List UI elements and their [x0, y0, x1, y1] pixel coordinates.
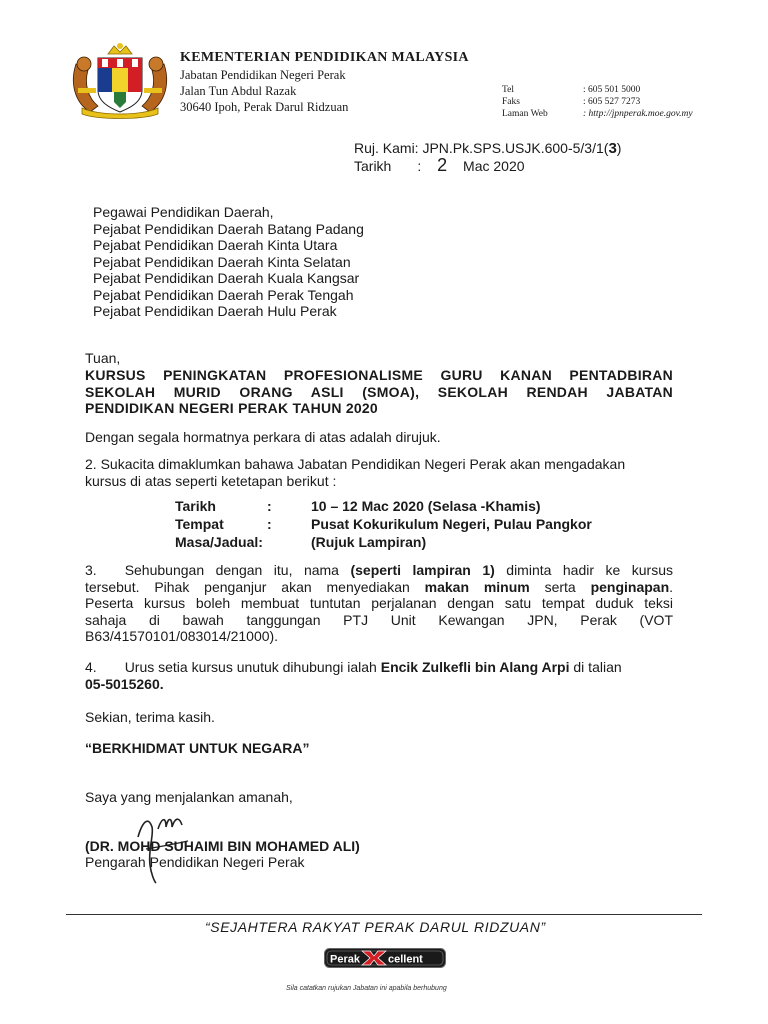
footer-divider [66, 914, 702, 915]
address-line-1: Jabatan Pendidikan Negeri Perak [180, 68, 346, 82]
reference-date: Tarikh : 2 Mac 2020 [354, 155, 525, 175]
amanah-line: Saya yang menjalankan amanah, [85, 789, 293, 805]
course-details [175, 497, 592, 551]
address-line-2: Jalan Tun Abdul Razak [180, 84, 297, 98]
svg-text:cellent: cellent [388, 953, 423, 966]
recipient-line: Pejabat Pendidikan Daerah Hulu Perak [93, 303, 337, 319]
recipient-line: Pejabat Pendidikan Daerah Perak Tengah [93, 286, 354, 303]
web-value: : http://jpnperak.moe.gov.my [583, 109, 693, 119]
coat-of-arms-icon [68, 42, 172, 120]
footer-note: Sila catatkan rujukan Jabatan ini apabila berhubung [286, 985, 447, 992]
paragraph-4: 4. Urus setia kursus unutuk dihubungi ialah Encik Zulkefli bin Alang Arpi di talian 05-5015260. [85, 659, 622, 692]
tel-value: : 605 501 5000 [583, 85, 641, 95]
reference-number: Ruj. Kami: JPN.Pk.SPS.USJK.600-5/3/1(3) [354, 140, 622, 157]
recipient-list [93, 204, 364, 320]
detail-row: Masa/Jadual: (Rujuk Lampiran) [175, 534, 427, 550]
fax-value: : 605 527 7273 [583, 97, 641, 107]
paragraph-3: 3. Sehubungan dengan itu, nama (seperti lampiran 1) diminta hadir ke kursus tersebut. Pihak penganjur akan menyediakan makan minum serta penginapan. Peserta kursus boleh membuat tuntutan perjalanan dengan satu tempat duduk teksi sahaja di bawah tanggungan PTJ Unit Kewangan JPN, Perak (VOT B63/41570101/083014/21000). [85, 562, 674, 644]
recipient-line: Pegawai Pendidikan Daerah, [93, 204, 274, 220]
fax-label: Faks [502, 97, 520, 107]
paragraph-1: Dengan segala hormatnya perkara di atas adalah dirujuk. [85, 429, 441, 445]
ministry-name: KEMENTERIAN PENDIDIKAN MALAYSIA [180, 50, 469, 65]
tel-label: Tel [502, 85, 514, 95]
motto: “BERKHIDMAT UNTUK NEGARA” [85, 740, 310, 756]
salutation: Tuan, [85, 350, 121, 366]
recipient-line: Pejabat Pendidikan Daerah Batang Padang [93, 220, 364, 237]
svg-text:Perak: Perak [330, 953, 360, 966]
web-label: Laman Web [502, 109, 548, 119]
recipient-line: Pejabat Pendidikan Daerah Kinta Selatan [93, 253, 351, 270]
recipient-line: Pejabat Pendidikan Daerah Kinta Utara [93, 237, 338, 253]
signatory-name: (DR. MOHD SUHAIMI BIN MOHAMED ALI) [85, 838, 360, 854]
footer-slogan: “SEJAHTERA RAKYAT PERAK DARUL RIDZUAN” [205, 919, 546, 935]
perak-excellent-logo [324, 948, 446, 968]
paragraph-2: 2. Sukacita dimaklumkan bahawa Jabatan Pendidikan Negeri Perak akan mengadakan kursus di atas seperti ketetapan berikut : [85, 456, 626, 489]
detail-row: Tarikh : 10 – 12 Mac 2020 (Selasa -Khamis) [175, 498, 541, 514]
closing: Sekian, terima kasih. [85, 709, 215, 725]
detail-row: Tempat : Pusat Kokurikulum Negeri, Pulau Pangkor [175, 516, 592, 532]
subject: KURSUS PENINGKATAN PROFESIONALISME GURU KANAN PENTADBIRAN SEKOLAH MURID ORANG ASLI (SMOA), SEKOLAH RENDAH JABATAN PENDIDIKAN NEGERI PERAK TAHUN 2020 [85, 367, 673, 416]
signatory-title: Pengarah Pendidikan Negeri Perak [85, 854, 305, 870]
recipient-line: Pejabat Pendidikan Daerah Kuala Kangsar [93, 270, 360, 286]
address-line-3: 30640 Ipoh, Perak Darul Ridzuan [180, 100, 349, 114]
